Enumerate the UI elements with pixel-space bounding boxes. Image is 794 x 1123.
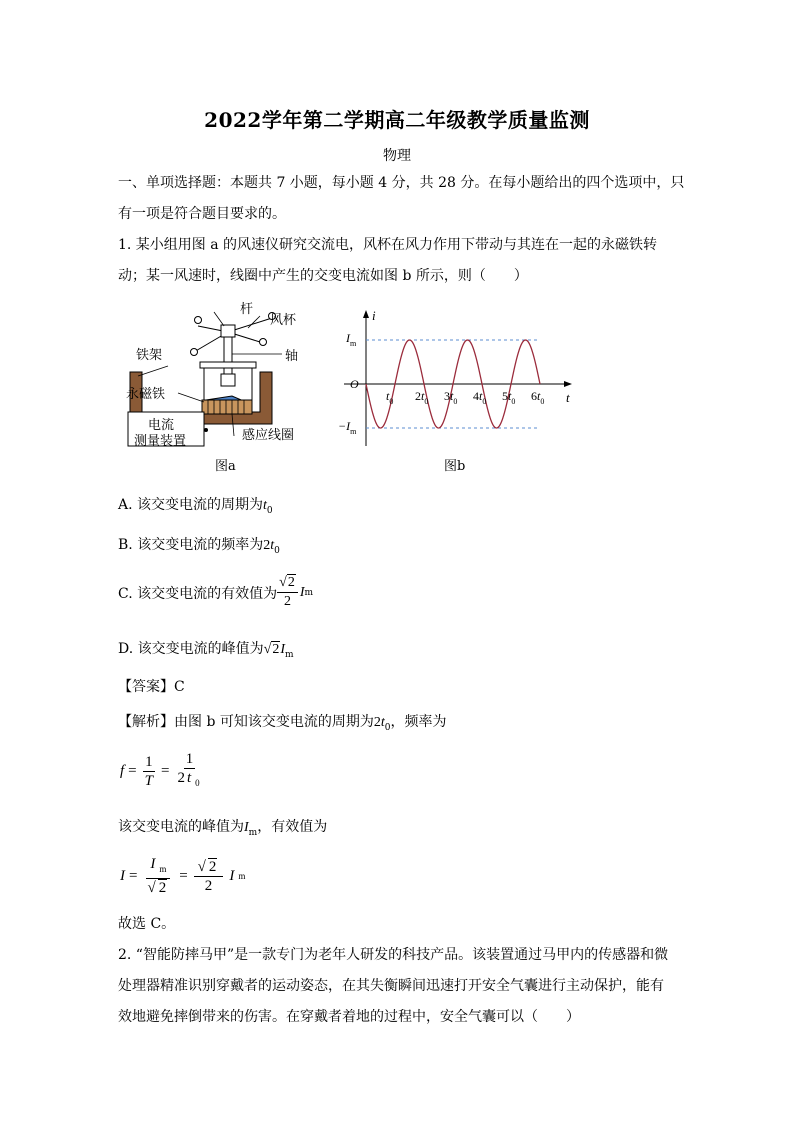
equation-frequency: f = $\frac{1}{T}$ = $\frac{1}{2 t _0}$ bbox=[120, 751, 200, 789]
y-axis-arrow bbox=[363, 310, 369, 318]
answer-label: 【答案】 bbox=[118, 679, 174, 695]
option-a-value: t bbox=[263, 498, 267, 513]
q1-stem-line1: 1. 某小组用图 a 的风速仪研究交流电，风杯在风力作用下带动与其连在一起的永磁铁转 bbox=[118, 237, 658, 253]
x-tick-label: $5t_0$ bbox=[502, 389, 516, 406]
equation-rms: I = $\frac{I _m}{√ 2}$ = $\frac{√ 2}{2}$ I m bbox=[120, 856, 246, 896]
label-cup: 风杯 bbox=[270, 313, 297, 328]
option-c-fraction: $\frac{√2}{2}$ bbox=[277, 574, 298, 611]
option-a bbox=[118, 494, 273, 516]
label-device-1: 电流 bbox=[148, 418, 175, 433]
option-d-text: D. 该交变电流的峰值为 bbox=[118, 641, 264, 657]
section-heading-line1: 一、单项选择题：本题共 7 小题，每小题 4 分，共 28 分。在每小题给出的四个选项中，只 bbox=[118, 175, 685, 191]
x-tick-label: $3t_0$ bbox=[444, 389, 458, 406]
x-tick-label: $4t_0$ bbox=[473, 389, 487, 406]
subject-label: 物理 bbox=[383, 148, 411, 164]
page-title: 2022学年第二学期高二年级教学质量监测 bbox=[204, 108, 590, 132]
x-axis-label: t bbox=[566, 390, 570, 405]
q2-line3: 效地避免摔倒带来的伤害。在穿戴者着地的过程中，安全气囊可以（ ） bbox=[118, 1009, 580, 1025]
y-axis-label: i bbox=[372, 308, 376, 323]
analysis-sub1: 0 bbox=[384, 723, 391, 733]
x-tick-label: $2t_0$ bbox=[415, 389, 429, 406]
option-b: B. 该交变电流的频率为$2t_0$ bbox=[118, 537, 280, 556]
x-tick-label: $6t_0$ bbox=[531, 389, 545, 406]
option-b-sub: 0 bbox=[274, 546, 280, 556]
option-c-sub: m bbox=[304, 587, 314, 598]
conclusion: 故选 C。 bbox=[118, 916, 176, 932]
label-axis: 轴 bbox=[285, 349, 299, 364]
answer-line bbox=[118, 676, 185, 696]
figure-a-caption: 图a bbox=[215, 459, 236, 474]
option-b-text: B. 该交变电流的频率为 bbox=[118, 537, 264, 553]
analysis-label: 【解析】 bbox=[118, 714, 174, 730]
analysis-line1: 【解析】由图 b 可知该交变电流的周期为$2t_0$，频率为 bbox=[118, 714, 447, 733]
figure-b-caption: 图b bbox=[444, 459, 466, 474]
analysis-line2: 该交变电流的峰值为$I_m$，有效值为 bbox=[118, 819, 328, 838]
origin-label: O bbox=[350, 377, 359, 391]
option-a-text: A. 该交变电流的周期为 bbox=[118, 497, 264, 513]
q1-stem-line2: 动；某一风速时，线圈中产生的交变电流如图 b 所示，则（ ） bbox=[118, 268, 528, 284]
analysis-sub2: m bbox=[248, 828, 258, 838]
x-axis-arrow bbox=[564, 381, 572, 387]
q2-line1: 2. “智能防摔马甲”是一款专门为老年人研发的科技产品。该装置通过马甲内的传感器和微 bbox=[118, 947, 669, 963]
x-tick-label: $t_0$ bbox=[386, 389, 394, 406]
label-device-2: 测量装置 bbox=[134, 434, 187, 449]
figure-b-chart bbox=[336, 306, 586, 456]
option-d-sqrt: √2 bbox=[263, 642, 280, 657]
option-a-sub: 0 bbox=[266, 506, 273, 516]
q2-line2: 处理器精准识别穿戴者的运动姿态，在其失衡瞬间迅速打开安全气囊进行主动保护，能有 bbox=[118, 978, 664, 994]
neg-peak-label: $-I_m$ bbox=[338, 419, 357, 436]
analysis-text1b: ，频率为 bbox=[390, 714, 447, 730]
answer-value: C bbox=[174, 679, 185, 695]
label-magnet: 永磁铁 bbox=[126, 387, 166, 402]
label-rod: 杆 bbox=[240, 302, 254, 317]
peak-label: $I_m$ bbox=[346, 331, 357, 348]
section-heading-line2: 有一项是符合题目要求的。 bbox=[118, 206, 286, 222]
label-coil: 感应线圈 bbox=[242, 428, 295, 443]
option-c-text: C. 该交变电流的有效值为 bbox=[118, 585, 278, 602]
analysis-text1: 由图 b 可知该交变电流的周期为 bbox=[174, 714, 374, 730]
option-c: C. 该交变电流的有效值为 $\frac{√2}{2}$ I m bbox=[118, 575, 314, 609]
option-d: D. 该交变电流的峰值为$√2I_m$ bbox=[118, 641, 294, 660]
option-b-coef: 2 bbox=[263, 538, 271, 553]
analysis-text2: 该交变电流的峰值为 bbox=[118, 819, 244, 835]
option-d-sub: m bbox=[285, 650, 294, 660]
label-frame: 铁架 bbox=[136, 348, 163, 363]
analysis-text2b: ，有效值为 bbox=[257, 819, 328, 835]
